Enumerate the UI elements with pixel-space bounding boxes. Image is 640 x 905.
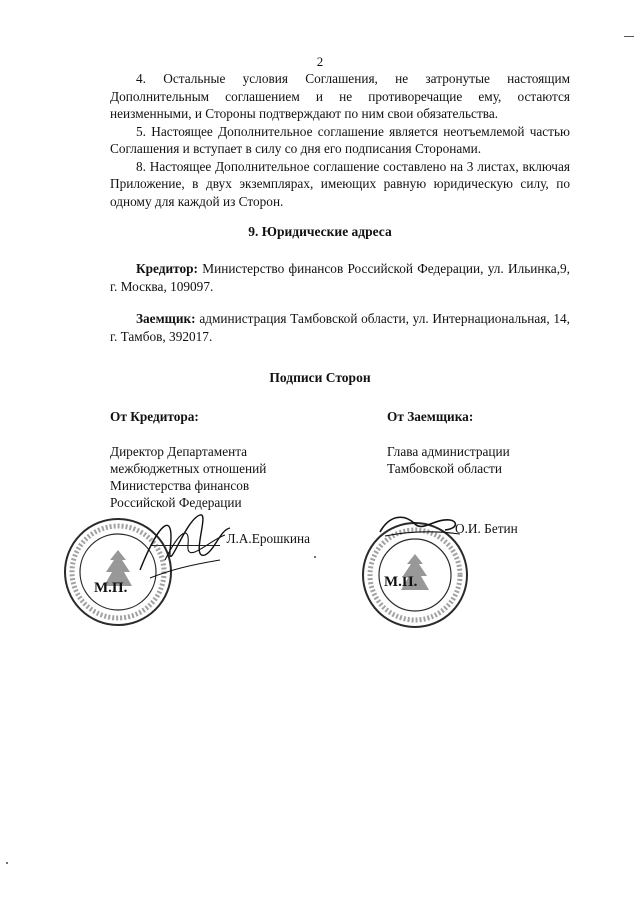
paragraph-8: 8. Настоящее Дополнительное соглашение составлено на 3 листах, включая Приложение, в двух экземплярах, имеющих равную юридическую силу, по одному для каждой из Сторон.	[110, 158, 570, 209]
borrower-signer	[455, 520, 575, 537]
margin-mark	[624, 36, 634, 37]
borrower-position-line: Тамбовской области	[387, 461, 502, 476]
creditor-heading: От Кредитора:	[110, 409, 199, 424]
page-number: 2	[316, 54, 324, 69]
creditor-handwritten-signature	[130, 500, 240, 590]
creditor-seal-label: М.П.	[94, 580, 128, 596]
scan-speck	[6, 862, 8, 864]
borrower-handwritten-signature	[375, 512, 465, 542]
creditor-address-text: Министерство финансов Российской Федерации, ул. Ильинка,9, г. Москва, 109097.	[110, 261, 570, 294]
paragraph-4: 4. Остальные условия Соглашения, не затронутые настоящим Дополнительным соглашением и не противоречащие ему, остаются неизменными, и Стороны подтверждают по ним свои обязательства.	[110, 71, 570, 121]
borrower-position-line: Глава администрации	[387, 444, 510, 459]
creditor-label: Кредитор:	[136, 261, 198, 276]
borrower-label: Заемщик:	[136, 311, 196, 326]
paragraph-5: 5. Настоящее Дополнительное соглашение является неотъемлемой частью Соглашения и вступает в силу со дня его подписания Сторонами.	[110, 123, 570, 156]
scan-speck	[314, 556, 316, 558]
borrower-signature-block	[387, 408, 587, 477]
borrower-seal-label: М.П.	[384, 574, 418, 590]
borrower-heading: От Заемщика:	[387, 409, 474, 424]
agreement-paragraphs	[110, 70, 570, 210]
creditor-position-line: Российской Федерации	[110, 495, 242, 510]
addresses-title: 9. Юридические адреса	[248, 224, 392, 239]
creditor-position-line: Директор Департамента	[110, 444, 248, 459]
creditor-signature-block	[110, 408, 350, 511]
creditor-position-line: межбюджетных отношений	[110, 461, 267, 476]
borrower-address-text: администрация Тамбовской области, ул. Интернациональная, 14, г. Тамбов, 392017.	[110, 311, 571, 344]
creditor-position-line: Министерства финансов	[110, 478, 250, 493]
signatures-title: Подписи Сторон	[269, 370, 371, 385]
borrower-signer-name: О.И. Бетин	[455, 521, 518, 536]
borrower-address	[110, 310, 570, 345]
creditor-address	[110, 260, 570, 295]
creditor-signer-name: Л.А.Ерошкина	[226, 531, 310, 546]
